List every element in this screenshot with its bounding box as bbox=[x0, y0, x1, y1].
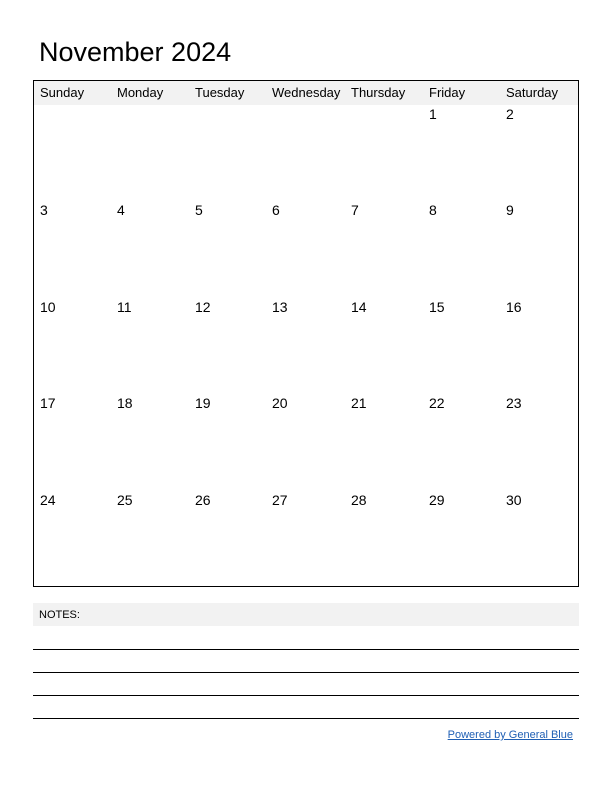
day-cell-number: 25 bbox=[117, 492, 133, 508]
day-cell-number: 10 bbox=[40, 299, 56, 315]
calendar-grid bbox=[33, 80, 579, 587]
day-cell-number: 2 bbox=[506, 106, 514, 122]
day-cell-number: 4 bbox=[117, 202, 125, 218]
day-cell-number: 19 bbox=[195, 395, 211, 411]
page-title: November 2024 bbox=[39, 37, 232, 67]
weekday-header-1: Monday bbox=[117, 85, 164, 100]
day-cell-number: 21 bbox=[351, 395, 367, 411]
weekday-header-0: Sunday bbox=[40, 85, 85, 100]
day-cell-number: 3 bbox=[40, 202, 48, 218]
day-cell-number: 5 bbox=[195, 202, 203, 218]
note-line bbox=[33, 718, 579, 719]
day-cell-number: 26 bbox=[195, 492, 211, 508]
day-cell-number: 13 bbox=[272, 299, 288, 315]
weekday-header-5: Friday bbox=[429, 85, 466, 100]
day-cell-number: 18 bbox=[117, 395, 133, 411]
weekday-header-4: Thursday bbox=[351, 85, 406, 100]
day-cell-number: 8 bbox=[429, 202, 437, 218]
weekday-header-6: Saturday bbox=[506, 85, 559, 100]
note-line bbox=[33, 649, 579, 650]
day-cell-number: 17 bbox=[40, 395, 56, 411]
notes-header bbox=[33, 603, 579, 626]
day-cell-number: 7 bbox=[351, 202, 359, 218]
day-cell-number: 27 bbox=[272, 492, 288, 508]
notes-label: NOTES: bbox=[39, 609, 80, 621]
day-cell-number: 1 bbox=[429, 106, 437, 122]
day-cell-number: 9 bbox=[506, 202, 514, 218]
day-cell-number: 12 bbox=[195, 299, 211, 315]
day-cell-number: 6 bbox=[272, 202, 280, 218]
day-cell-number: 20 bbox=[272, 395, 288, 411]
weekday-header-row bbox=[34, 81, 578, 105]
day-cell-number: 23 bbox=[506, 395, 522, 411]
powered-by-link[interactable]: Powered by General Blue bbox=[447, 729, 573, 741]
day-cell-number: 11 bbox=[117, 299, 132, 315]
day-cell-number: 30 bbox=[506, 492, 522, 508]
day-cell-number: 16 bbox=[506, 299, 522, 315]
day-cell-number: 15 bbox=[429, 299, 445, 315]
day-cell-number: 29 bbox=[429, 492, 445, 508]
weekday-header-3: Wednesday bbox=[272, 85, 341, 100]
day-cell-number: 22 bbox=[429, 395, 445, 411]
day-cell-number: 28 bbox=[351, 492, 367, 508]
note-line bbox=[33, 672, 579, 673]
note-line bbox=[33, 695, 579, 696]
day-cell-number: 24 bbox=[40, 492, 56, 508]
day-cell-number: 14 bbox=[351, 299, 367, 315]
weekday-header-2: Tuesday bbox=[195, 85, 245, 100]
